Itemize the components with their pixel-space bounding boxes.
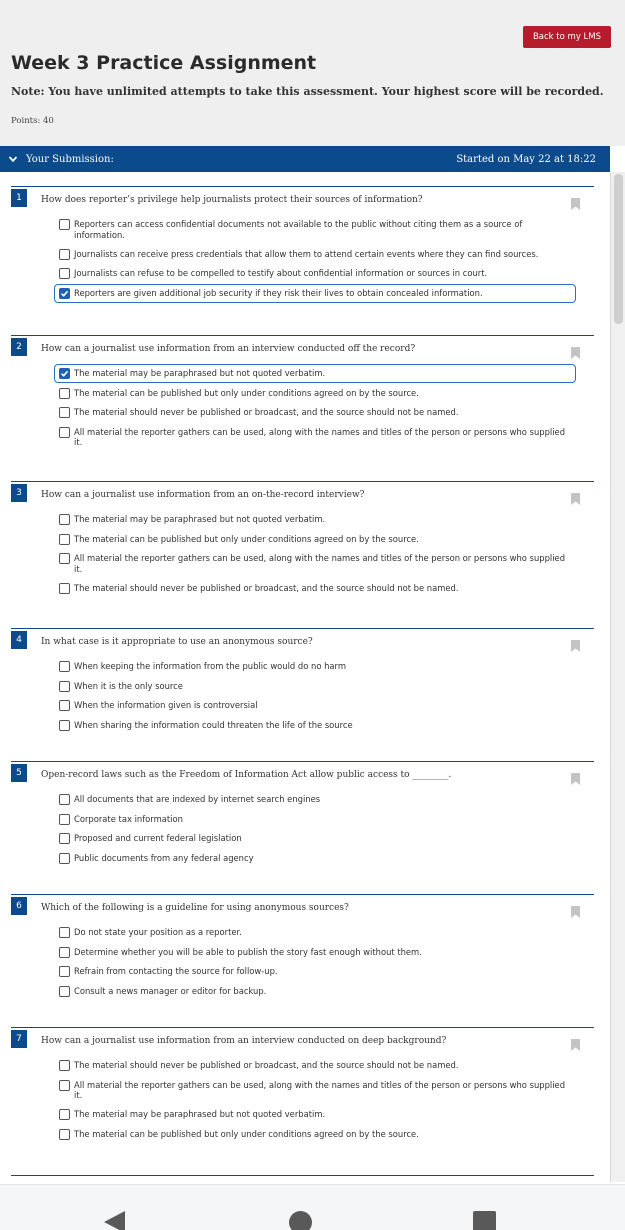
answer-option[interactable] [54,657,576,676]
answer-label: The material can be published but only under conditions agreed on by the source. [74,1128,419,1139]
points-label: Points: 40 [11,116,54,126]
answer-option[interactable] [54,982,576,1001]
question-block [11,481,594,598]
page-title: Week 3 Practice Assignment [11,52,317,74]
attempts-note: Note: You have unlimited attempts to take this assessment. Your highest score will be recorded. [11,85,604,98]
answer-checkbox[interactable] [59,1080,70,1091]
system-nav-bar [0,1184,625,1230]
bookmark-icon[interactable] [571,490,580,502]
answer-option[interactable] [54,1056,576,1075]
answer-label: Journalists can refuse to be compelled to testify about confidential information or sources in court. [74,268,488,278]
answer-option[interactable] [54,1076,576,1105]
answer-label: The material should never be published or broadcast, and the source should not be named. [74,1060,459,1070]
question-number: 7 [11,1030,27,1048]
question-number: 3 [11,484,27,502]
answer-checkbox[interactable] [59,927,70,938]
answer-label: The material can be published but only under conditions agreed on by the source. [74,387,419,398]
answer-checkbox[interactable] [59,814,70,825]
submission-label: Your Submission: [26,153,114,165]
answer-checkbox[interactable] [59,1129,70,1140]
answer-checkbox[interactable] [59,1109,70,1120]
chevron-down-icon[interactable] [6,152,20,166]
answer-label: Reporters are given additional job security if they risk their lives to obtain concealed information. [74,287,483,298]
answer-options [54,790,576,868]
answer-label: Reporters can access confidential documents not available to the public without citing them as a source of information. [74,219,523,240]
question-block [11,335,594,452]
bookmark-icon[interactable] [571,195,580,207]
bookmark-icon[interactable] [571,344,580,356]
question-block-partial [11,1175,594,1176]
answer-option[interactable] [54,579,576,598]
answer-label: When the information given is controversial [74,700,258,710]
question-number: 1 [11,189,27,207]
question-block [11,761,594,868]
answer-label: The material should never be published or broadcast, and the source should not be named. [74,582,459,593]
question-header [11,336,594,360]
answer-label: Determine whether you will be able to publish the story fast enough without them. [74,946,422,957]
question-header [11,1028,594,1052]
answer-label: All documents that are indexed by internet search engines [74,794,321,804]
answer-option[interactable] [54,849,576,868]
answer-label: The material may be paraphrased but not quoted verbatim. [74,514,326,524]
answer-options [54,510,576,598]
question-text: Open-record laws such as the Freedom of Information Act allow public access to ________. [41,770,452,780]
answer-label: Public documents from any federal agency [74,852,254,863]
question-text: How can a journalist use information from an interview conducted off the record? [41,344,416,354]
answer-options [54,657,576,735]
answer-label: The material may be paraphrased but not quoted verbatim. [74,368,326,378]
answer-option[interactable] [54,962,576,981]
question-text: How can a journalist use information from an on-the-record interview? [41,490,365,500]
answer-options [54,215,576,303]
answer-checkbox[interactable] [59,514,70,525]
answer-checkbox[interactable] [59,853,70,864]
nav-recents-icon[interactable] [473,1211,496,1230]
question-block [11,894,594,1001]
answer-checkbox[interactable] [59,427,70,438]
answer-label: Refrain from contacting the source for follow-up. [74,966,278,976]
answer-checkbox[interactable] [59,661,70,672]
answer-checkbox[interactable] [59,534,70,545]
bookmark-icon[interactable] [571,770,580,782]
question-block [11,628,594,735]
answer-checkbox[interactable] [59,219,70,230]
answer-checkbox[interactable] [59,249,70,260]
answer-option[interactable] [54,716,576,735]
answer-option[interactable] [54,829,576,848]
answer-option[interactable] [54,696,576,715]
answer-checkbox[interactable] [59,947,70,958]
answer-label: When sharing the information could threaten the life of the source [74,719,353,730]
check-icon [60,289,69,298]
question-number: 2 [11,338,27,356]
started-timestamp: Started on May 22 at 18:22 [456,153,596,165]
question-text: How can a journalist use information from an interview conducted on deep background? [41,1036,447,1046]
answer-option[interactable] [54,264,576,283]
submission-bar[interactable] [0,146,610,172]
check-icon [60,369,69,378]
answer-option[interactable] [54,923,576,942]
answer-checkbox[interactable] [59,833,70,844]
scrollbar-thumb[interactable] [614,174,623,324]
question-header [11,187,594,211]
answer-option[interactable] [54,790,576,809]
answer-label: Journalists can receive press credentials that allow them to attend certain events where they can find sources. [74,248,539,259]
answer-label: All material the reporter gathers can be used, along with the names and titles of the person or persons who supplied it. [74,553,566,574]
answer-label: Proposed and current federal legislation [74,833,242,843]
answer-checkbox[interactable] [59,681,70,692]
answer-checkbox[interactable] [59,794,70,805]
question-header [11,629,594,653]
answer-label: All material the reporter gathers can be used, along with the names and titles of the person or persons who supplied it. [74,1079,566,1100]
answer-label: Do not state your position as a reporter. [74,927,242,937]
answer-checkbox[interactable] [59,268,70,279]
answer-checkbox[interactable] [59,700,70,711]
answer-checkbox[interactable] [59,407,70,418]
answer-option[interactable] [54,1105,576,1124]
answer-label: The material should never be published or broadcast, and the source should not be named. [74,407,459,417]
answer-label: The material may be paraphrased but not quoted verbatim. [74,1109,326,1119]
question-number: 4 [11,631,27,649]
answer-option[interactable] [54,215,576,244]
bookmark-icon[interactable] [571,903,580,915]
question-block [11,1027,594,1144]
answer-checkbox[interactable] [59,583,70,594]
answer-checkbox[interactable] [59,388,70,399]
answer-option[interactable] [54,677,576,696]
answer-option[interactable] [54,810,576,829]
answer-option[interactable] [54,384,576,403]
answer-checkbox[interactable] [59,1060,70,1071]
question-text: In what case is it appropriate to use an anonymous source? [41,637,313,647]
question-block [11,186,594,303]
scrollbar[interactable] [610,172,625,1182]
answer-label: The material can be published but only under conditions agreed on by the source. [74,533,419,544]
answer-label: When keeping the information from the public would do no harm [74,661,346,671]
answer-label: When it is the only source [74,680,183,691]
answer-option[interactable] [54,403,576,422]
answer-option[interactable] [54,245,576,264]
assignment-header [0,0,625,146]
answer-option[interactable] [54,423,576,452]
answer-option[interactable] [54,1125,576,1144]
answer-checkbox[interactable] [59,966,70,977]
answer-options [54,923,576,1001]
answer-checkbox[interactable] [59,986,70,997]
answer-label: Consult a news manager or editor for backup. [74,985,267,996]
answer-option[interactable] [54,284,576,303]
question-number: 6 [11,897,27,915]
answer-option[interactable] [54,510,576,529]
back-to-lms-button[interactable]: Back to my LMS [523,26,611,48]
question-header [11,482,594,506]
answer-checkbox[interactable] [59,720,70,731]
answer-options [54,1056,576,1144]
bookmark-icon[interactable] [571,637,580,649]
question-number: 5 [11,764,27,782]
bookmark-icon[interactable] [571,1036,580,1048]
question-text: How does reporter’s privilege help journalists protect their sources of information? [41,195,423,205]
answer-label: Corporate tax information [74,813,183,824]
answer-option[interactable] [54,364,576,383]
question-header [11,895,594,919]
answer-checkbox[interactable] [59,288,70,299]
answer-option[interactable] [54,530,576,549]
answer-checkbox[interactable] [59,553,70,564]
answer-checkbox[interactable] [59,368,70,379]
nav-back-icon[interactable] [104,1211,125,1230]
nav-home-icon[interactable] [289,1211,312,1230]
answer-option[interactable] [54,549,576,578]
answer-options [54,364,576,452]
answer-label: All material the reporter gathers can be used, along with the names and titles of the person or persons who supplied it. [74,426,566,447]
answer-option[interactable] [54,943,576,962]
question-text: Which of the following is a guideline for using anonymous sources? [41,903,349,913]
question-header [11,762,594,786]
